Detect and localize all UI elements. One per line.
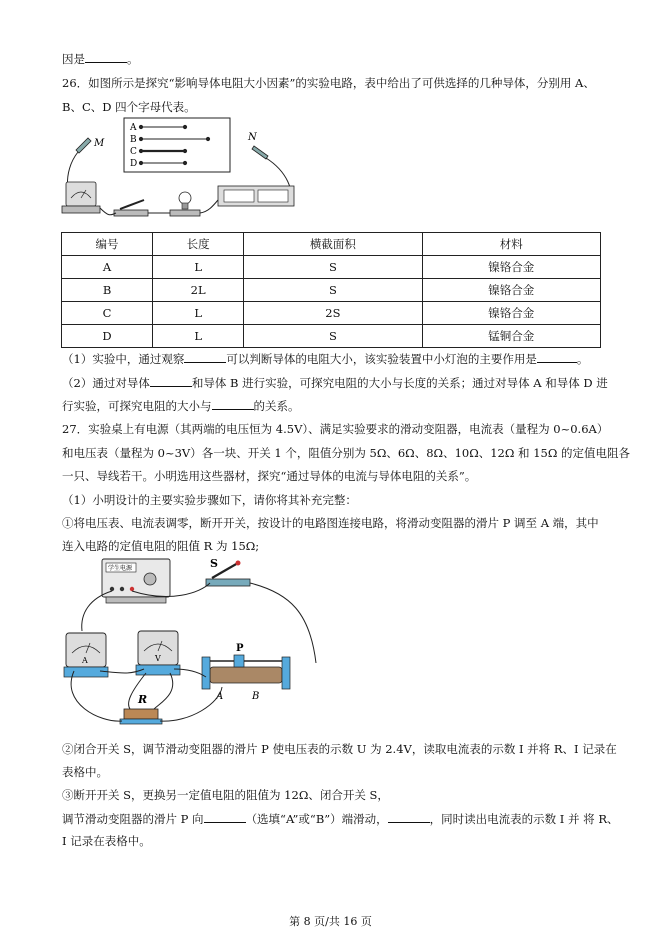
answer-blank — [212, 397, 254, 410]
table-cell: B — [62, 279, 153, 302]
q26-sub2-text-a: （2）通过对导体 — [62, 376, 150, 390]
table-cell: 镍铬合金 — [422, 256, 600, 279]
table-cell: 2S — [244, 302, 422, 325]
voltmeter-label: V — [155, 654, 161, 663]
table-cell: 镍铬合金 — [422, 302, 600, 325]
q26-intro-2: B、C、D 四个字母代表。 — [62, 100, 196, 114]
header-cell-id: 编号 — [62, 233, 153, 256]
conductor-label-b: B — [130, 135, 137, 145]
q27-line-2: 和电压表（量程为 0~3V）各一块、开关 1 个，阻值分别为 5Ω、6Ω、8Ω、10Ω、12Ω 和 15Ω 的定值电阻各 — [62, 446, 631, 460]
slider-label-p: P — [236, 643, 244, 654]
q27-step2-a: ②闭合开关 S，调节滑动变阻器的滑片 P 使电压表的示数 U 为 2.4V，读取电流表的示数 I 并将 R、I 记录在 — [62, 742, 617, 756]
answer-blank — [204, 810, 246, 823]
table-row — [62, 325, 601, 348]
answer-blank — [537, 350, 577, 363]
q27-step1-b: 连入电路的定值电阻的阻值 R 为 15Ω; — [62, 539, 260, 553]
table-cell: L — [153, 256, 244, 279]
header-cell-material: 材料 — [422, 233, 600, 256]
answer-blank — [388, 810, 430, 823]
q27-line-1: 27．实验桌上有电源（其两端的电压恒为 4.5V）、满足实验要求的滑动变阻器，电流表（量程为 0~0.6A） — [62, 422, 609, 436]
table-header-row — [62, 233, 601, 256]
q26-intro-1: 26．如图所示是探究“影响导体电阻大小因素”的实验电路，表中给出了可供选择的几种导体，分别用 A、 — [62, 76, 595, 90]
table-cell: 锰铜合金 — [422, 325, 600, 348]
q27-step3-text-2: （选填“A”或“B”）端滑动， — [245, 812, 388, 826]
clip-label-m: M — [94, 138, 105, 149]
q26-sub2 — [62, 374, 608, 391]
answer-blank — [85, 50, 127, 63]
q26-sub1-text-b: 可以判断导体的电阻大小，该实验装置中小灯泡的主要作用是 — [226, 352, 537, 366]
table-cell: S — [244, 325, 422, 348]
q26-sub2-text-d: 的关系。 — [253, 399, 300, 413]
answer-blank — [184, 350, 226, 363]
q26-sub2-cont — [62, 397, 300, 414]
q26-conductor-table — [61, 232, 601, 348]
rheostat-end-b: B — [252, 691, 260, 702]
q27-step3-text-1: 调节滑动变阻器的滑片 P 向 — [62, 812, 204, 826]
prev-answer-suffix: 。 — [127, 52, 139, 66]
clip-label-n: N — [248, 132, 257, 143]
ammeter-label: A — [82, 656, 88, 665]
table-cell: L — [153, 302, 244, 325]
q26-sub1-text-c: 。 — [576, 352, 589, 366]
power-supply-label: 学生电源 — [108, 565, 133, 572]
table-row — [62, 279, 601, 302]
q27-step3-b — [62, 810, 618, 827]
q27-step3-text-3: ，同时读出电流表的示数 I 并 将 R、 — [429, 812, 619, 826]
conductor-label-c: C — [130, 147, 137, 157]
table-cell: 镍铬合金 — [422, 279, 600, 302]
prev-answer-text: 因是 — [62, 52, 85, 66]
rheostat-end-a: A — [216, 691, 224, 702]
page-footer: 第 8 页/共 16 页 — [289, 915, 372, 928]
q27-step2-b: 表格中。 — [62, 765, 108, 779]
table-row — [62, 256, 601, 279]
q26-sub2-text-c: 行实验，可探究电阻的大小与 — [62, 399, 212, 413]
table-cell: A — [62, 256, 153, 279]
table-cell: L — [153, 325, 244, 348]
table-row — [62, 302, 601, 325]
q27-sub1: （1）小明设计的主要实验步骤如下，请你将其补充完整： — [62, 493, 357, 507]
table-cell: C — [62, 302, 153, 325]
q27-line-3: 一只、导线若干。小明选用这些器材，探究“通过导体的电流与导体电阻的关系”。 — [62, 469, 477, 483]
q27-step3-a: ③断开开关 S，更换另一定值电阻的阻值为 12Ω、闭合开关 S， — [62, 788, 389, 802]
header-cell-length: 长度 — [153, 233, 244, 256]
answer-blank — [150, 374, 192, 387]
q26-sub2-text-b: 和导体 B 进行实验，可探究电阻的大小与长度的关系；通过对导体 A 和导体 D 进 — [191, 376, 608, 390]
q26-circuit-figure — [58, 112, 298, 227]
table-cell: S — [244, 279, 422, 302]
resistor-label-r: R — [138, 693, 148, 706]
q27-step1-a: ①将电压表、电流表调零，断开开关，按设计的电路图连接电路，将滑动变阻器的滑片 P 调至 A 端，其中 — [62, 516, 599, 530]
table-cell: 2L — [153, 279, 244, 302]
q27-circuit-figure — [60, 553, 360, 731]
table-cell: D — [62, 325, 153, 348]
switch-label-s: S — [210, 557, 218, 570]
prev-answer-line — [62, 50, 139, 67]
conductor-label-d: D — [130, 159, 138, 169]
conductor-label-a: A — [130, 123, 137, 133]
table-cell: S — [244, 256, 422, 279]
q27-step3-c: I 记录在表格中。 — [62, 834, 151, 848]
q26-sub1-text-a: （1）实验中，通过观察 — [62, 352, 185, 366]
q26-sub1 — [62, 350, 588, 367]
header-cell-area: 横截面积 — [244, 233, 422, 256]
